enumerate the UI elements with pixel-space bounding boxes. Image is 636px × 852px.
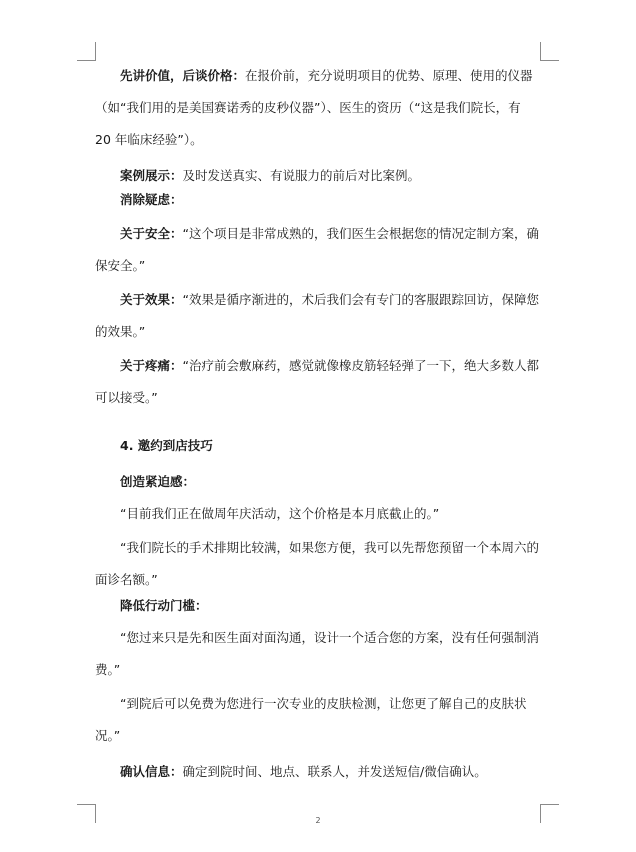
paragraph-confirm-info	[95, 756, 540, 788]
paragraph-label: 降低行动门槛：	[120, 598, 208, 613]
paragraph-value-first	[95, 60, 540, 156]
paragraph-lower-threshold	[95, 590, 540, 622]
paragraph-effect	[95, 284, 540, 348]
paragraph-label: 关于安全：	[120, 226, 183, 241]
crop-mark-top-right	[540, 42, 559, 61]
section-heading: 4. 邀约到店技巧	[120, 438, 213, 453]
paragraph-text: “您过来只是先和医生面对面沟通，设计一个适合您的方案，没有任何强制消费。”	[95, 630, 539, 677]
paragraph-text: “这个项目是非常成熟的，我们医生会根据您的情况定制方案，确保安全。”	[95, 226, 539, 273]
paragraph-label: 案例展示：	[120, 168, 183, 183]
paragraph-urgency	[95, 466, 540, 498]
paragraph-text: “治疗前会敷麻药，感觉就像橡皮筋轻轻弹了一下，绝大多数人都可以接受。”	[95, 358, 539, 405]
paragraph-text: 在报价前，充分说明项目的优势、原理、使用的仪器（如“我们用的是美国赛诺秀的皮秒仪器”）、医生的资历（“这是我们院长，有 20 年临床经验”）。	[95, 68, 533, 147]
paragraph-label: 确认信息：	[120, 764, 183, 779]
paragraph-quote-schedule	[95, 532, 540, 596]
paragraph-text: “目前我们正在做周年庆活动，这个价格是本月底截止的。”	[120, 506, 440, 521]
paragraph-dispel-doubts	[95, 184, 540, 216]
paragraph-text: “到院后可以免费为您进行一次专业的皮肤检测，让您更了解自己的皮肤状况。”	[95, 696, 527, 743]
paragraph-label: 消除疑虑：	[120, 192, 183, 207]
paragraph-label: 创造紧迫感：	[120, 474, 196, 489]
paragraph-label: 先讲价值，后谈价格：	[120, 68, 246, 83]
paragraph-label: 关于效果：	[120, 292, 183, 307]
paragraph-label: 关于疼痛：	[120, 358, 183, 373]
crop-mark-top-left	[77, 42, 96, 61]
page-number: 2	[315, 816, 321, 825]
paragraph-quote-consult	[95, 622, 540, 686]
paragraph-quote-skin-test	[95, 688, 540, 752]
paragraph-safety	[95, 218, 540, 282]
paragraph-pain	[95, 350, 540, 414]
paragraph-text: “我们院长的手术排期比较满，如果您方便，我可以先帮您预留一个本周六的面诊名额。”	[95, 540, 539, 587]
paragraph-quote-anniversary	[95, 498, 540, 530]
paragraph-text: “效果是循序渐进的，术后我们会有专门的客服跟踪回访，保障您的效果。”	[95, 292, 539, 339]
paragraph-text: 确定到院时间、地点、联系人，并发送短信/微信确认。	[182, 764, 487, 779]
paragraph-text: 及时发送真实、有说服力的前后对比案例。	[182, 168, 421, 183]
